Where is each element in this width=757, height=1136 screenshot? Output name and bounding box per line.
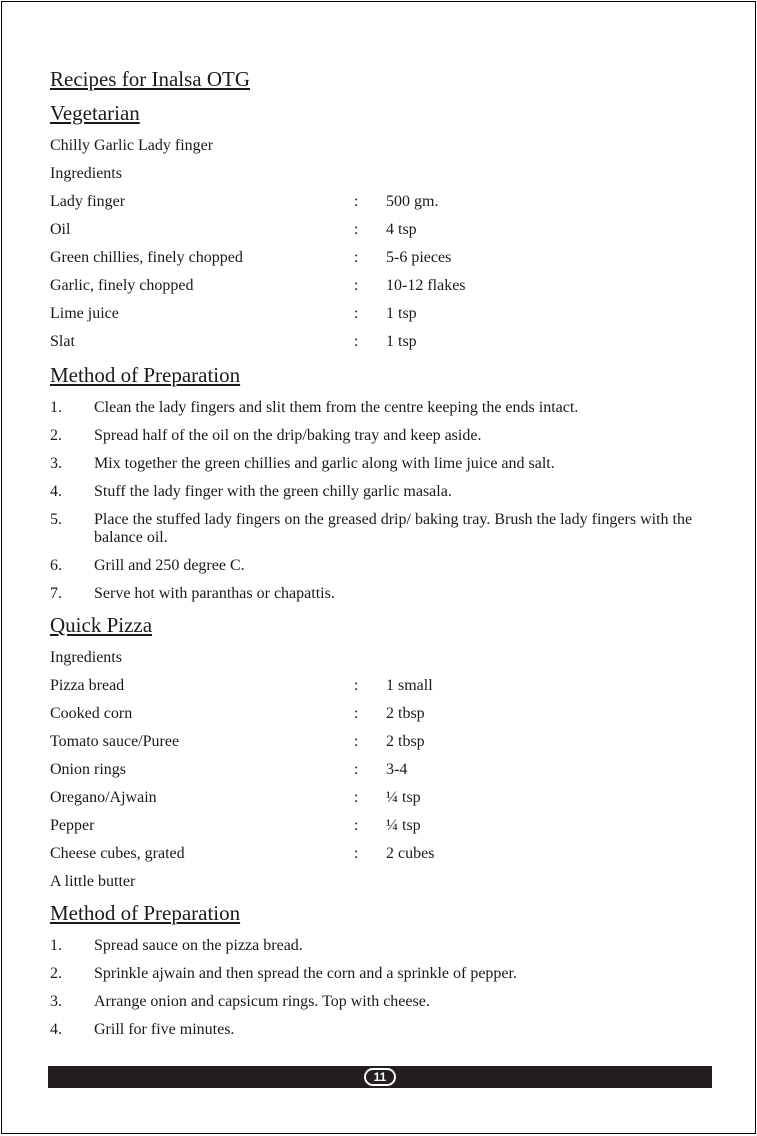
method-step	[50, 506, 715, 552]
ingredient-quantity: ¼ tsp	[386, 817, 421, 834]
ingredient-name: Green chillies, finely chopped	[50, 249, 243, 266]
ingredient-quantity: 1 small	[386, 677, 433, 694]
step-number: 2.	[50, 965, 62, 982]
method-step	[50, 960, 715, 988]
method-step	[50, 450, 715, 478]
separator-colon: :	[354, 221, 359, 238]
manual-page	[1, 1, 756, 1134]
ingredient-row	[50, 300, 715, 328]
document-title: Recipes for Inalsa OTG	[50, 67, 251, 91]
method-step	[50, 552, 715, 580]
step-number: 6.	[50, 557, 62, 574]
ingredient-quantity: 2 cubes	[386, 845, 435, 862]
ingredient-name: Onion rings	[50, 761, 126, 778]
ingredient-row	[50, 840, 715, 868]
ingredient-row	[50, 216, 715, 244]
step-text: Grill and 250 degree C.	[94, 557, 245, 574]
ingredient-list	[50, 672, 715, 868]
method-steps	[50, 932, 715, 1044]
step-number: 5.	[50, 511, 62, 528]
separator-colon: :	[354, 845, 359, 862]
method-step	[50, 422, 715, 450]
step-text: Serve hot with paranthas or chapattis.	[94, 585, 335, 602]
method-step	[50, 1016, 715, 1044]
step-text: Clean the lady fingers and slit them from the centre keeping the ends intact.	[94, 399, 579, 416]
ingredient-quantity: 3-4	[386, 761, 408, 778]
ingredient-name: Pepper	[50, 817, 95, 834]
method-steps	[50, 394, 715, 608]
method-step	[50, 478, 715, 506]
ingredient-quantity: 4 tsp	[386, 221, 417, 238]
separator-colon: :	[354, 705, 359, 722]
step-text: Spread sauce on the pizza bread.	[94, 937, 303, 954]
step-text: Arrange onion and capsicum rings. Top with cheese.	[94, 993, 430, 1010]
ingredient-row	[50, 188, 715, 216]
separator-colon: :	[354, 789, 359, 806]
ingredient-list	[50, 188, 715, 356]
separator-colon: :	[354, 193, 359, 210]
ingredient-row	[50, 272, 715, 300]
ingredient-row	[50, 244, 715, 272]
section-heading: Vegetarian	[50, 101, 140, 125]
method-step	[50, 394, 715, 422]
ingredient-name: Pizza bread	[50, 677, 125, 694]
ingredient-row	[50, 756, 715, 784]
step-number: 3.	[50, 993, 62, 1010]
ingredient-row	[50, 328, 715, 356]
separator-colon: :	[354, 249, 359, 266]
method-step	[50, 988, 715, 1016]
step-number: 4.	[50, 1021, 62, 1038]
ingredient-name: Oregano/Ajwain	[50, 789, 157, 806]
separator-colon: :	[354, 333, 359, 350]
ingredient-row	[50, 700, 715, 728]
step-number: 7.	[50, 585, 62, 602]
ingredient-quantity: 10-12 flakes	[386, 277, 466, 294]
step-text: Grill for five minutes.	[94, 1021, 235, 1038]
ingredient-row	[50, 812, 715, 840]
page-number: 11	[366, 1070, 394, 1084]
step-number: 4.	[50, 483, 62, 500]
ingredient-name: Cheese cubes, grated	[50, 845, 185, 862]
method-heading: Method of Preparation	[50, 901, 241, 925]
step-number: 1.	[50, 937, 62, 954]
ingredient-quantity: 1 tsp	[386, 333, 417, 350]
recipe-title: Chilly Garlic Lady finger	[50, 137, 214, 154]
ingredient-quantity: 2 tbsp	[386, 705, 425, 722]
step-number: 1.	[50, 399, 62, 416]
method-step	[50, 932, 715, 960]
ingredient-quantity: 2 tbsp	[386, 733, 425, 750]
extra-ingredient: A little butter	[50, 873, 136, 890]
separator-colon: :	[354, 817, 359, 834]
separator-colon: :	[354, 277, 359, 294]
separator-colon: :	[354, 305, 359, 322]
ingredient-row	[50, 728, 715, 756]
ingredient-name: Garlic, finely chopped	[50, 277, 194, 294]
step-number: 3.	[50, 455, 62, 472]
ingredient-name: Oil	[50, 221, 71, 238]
ingredient-row	[50, 784, 715, 812]
step-text: Sprinkle ajwain and then spread the corn and a sprinkle of pepper.	[94, 965, 517, 982]
ingredient-name: Tomato sauce/Puree	[50, 733, 180, 750]
step-text: Stuff the lady finger with the green chilly garlic masala.	[94, 483, 452, 500]
step-number: 2.	[50, 427, 62, 444]
separator-colon: :	[354, 677, 359, 694]
step-text: Spread half of the oil on the drip/baking tray and keep aside.	[94, 427, 482, 444]
ingredient-quantity: 1 tsp	[386, 305, 417, 322]
footer-bar	[48, 1066, 712, 1088]
ingredient-name: Lime juice	[50, 305, 119, 322]
step-text: Mix together the green chillies and garlic along with lime juice and salt.	[94, 455, 555, 472]
ingredient-name: Lady finger	[50, 193, 126, 210]
step-text: Place the stuffed lady fingers on the greased drip/ baking tray. Brush the lady fingers with the balance oil.	[94, 511, 693, 546]
separator-colon: :	[354, 733, 359, 750]
page-content	[50, 64, 715, 1044]
recipe-heading: Quick Pizza	[50, 613, 153, 637]
ingredient-name: Slat	[50, 333, 75, 350]
ingredient-quantity: ¼ tsp	[386, 789, 421, 806]
page-number-badge	[364, 1068, 396, 1086]
method-step	[50, 580, 715, 608]
separator-colon: :	[354, 761, 359, 778]
ingredients-label: Ingredients	[50, 649, 122, 666]
ingredient-row	[50, 672, 715, 700]
method-heading: Method of Preparation	[50, 363, 241, 387]
ingredient-quantity: 500 gm.	[386, 193, 439, 210]
ingredient-quantity: 5-6 pieces	[386, 249, 452, 266]
ingredients-label: Ingredients	[50, 165, 122, 182]
ingredient-name: Cooked corn	[50, 705, 133, 722]
